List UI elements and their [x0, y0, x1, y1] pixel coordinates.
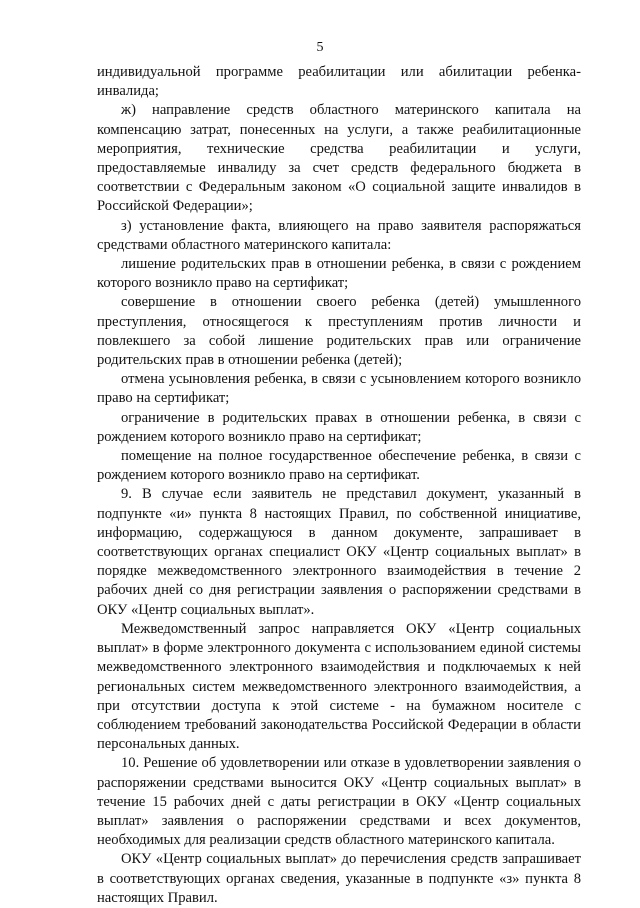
paragraph-sub-state-care: помещение на полное государственное обеспечение ребенка, в связи с рождением которого возникло право на сертификат. — [97, 448, 581, 484]
paragraph-item-z: з) установление факта, влияющего на право заявителя распоряжаться средствами областного материнского капитала: — [97, 217, 581, 253]
paragraph-clause-9: 9. В случае если заявитель не представил документ, указанный в подпункте «и» пункта 8 настоящих Правил, по собственной инициативе, информацию, содержащуюся в данном документе, запрашивает в соответствующих органах специалист ОКУ «Центр социальных выплат» в порядке межведомственного электронного взаимодействия в течение 2 рабочих дней со дня регистрации заявления о распоряжении средствами в ОКУ «Центр социальных выплат». — [97, 486, 581, 618]
paragraph-sub-adoption-cancel: отмена усыновления ребенка, в связи с усыновлением которого возникло право на сертификат; — [97, 371, 581, 407]
paragraph-sub-restriction: ограничение в родительских правах в отношении ребенка, в связи с рождением которого возникло право на сертификат; — [97, 409, 581, 445]
paragraph-continuation: индивидуальной программе реабилитации или абилитации ребенка-инвалида; — [97, 64, 581, 100]
paragraph-sub-crime: совершение в отношении своего ребенка (детей) умышленного преступления, относящегося к преступлениям против личности и повлекшего за собой лишение родительских прав или ограничение родительских прав в отношении ребенка (детей); — [97, 294, 581, 369]
paragraph-interagency-request: Межведомственный запрос направляется ОКУ «Центр социальных выплат» в форме электронного документа с использованием единой системы межведомственного электронного взаимодействия и подключаемых к ней региональных систем межведомственного электронного взаимодействия, а при отсутствии доступа к этой системе - на бумажном носителе с соблюдением требований законодательства Российской Федерации в области персональных данных. — [97, 620, 581, 753]
paragraph-item-zh: ж) направление средств областного материнского капитала на компенсацию затрат, понесенных на услуги, а также реабилитационные мероприятия, технические средства реабилитации и услуги, предоставляемые инвалиду за счет средств федерального бюджета в соответствии с Федеральным законом «О социальной защите инвалидов в Российской Федерации»; — [97, 102, 581, 215]
paragraph-clause-10: 10. Решение об удовлетворении или отказе в удовлетворении заявления о распоряжении средствами выносится ОКУ «Центр социальных выплат» в течение 15 рабочих дней с даты регистрации в ОКУ «Центр социальных выплат» заявления о распоряжении средствами и всех документов, необходимых для реализации средств областного материнского капитала. — [97, 755, 581, 849]
paragraph-sub-deprivation: лишение родительских прав в отношении ребенка, в связи с рождением которого возникло право на сертификат; — [97, 256, 581, 292]
document-body — [97, 63, 581, 908]
page-number: 5 — [316, 40, 324, 55]
paragraph-oku-request: ОКУ «Центр социальных выплат» до перечисления средств запрашивает в соответствующих органах сведения, указанные в подпункте «з» пункта 8 настоящих Правил. — [97, 851, 581, 906]
